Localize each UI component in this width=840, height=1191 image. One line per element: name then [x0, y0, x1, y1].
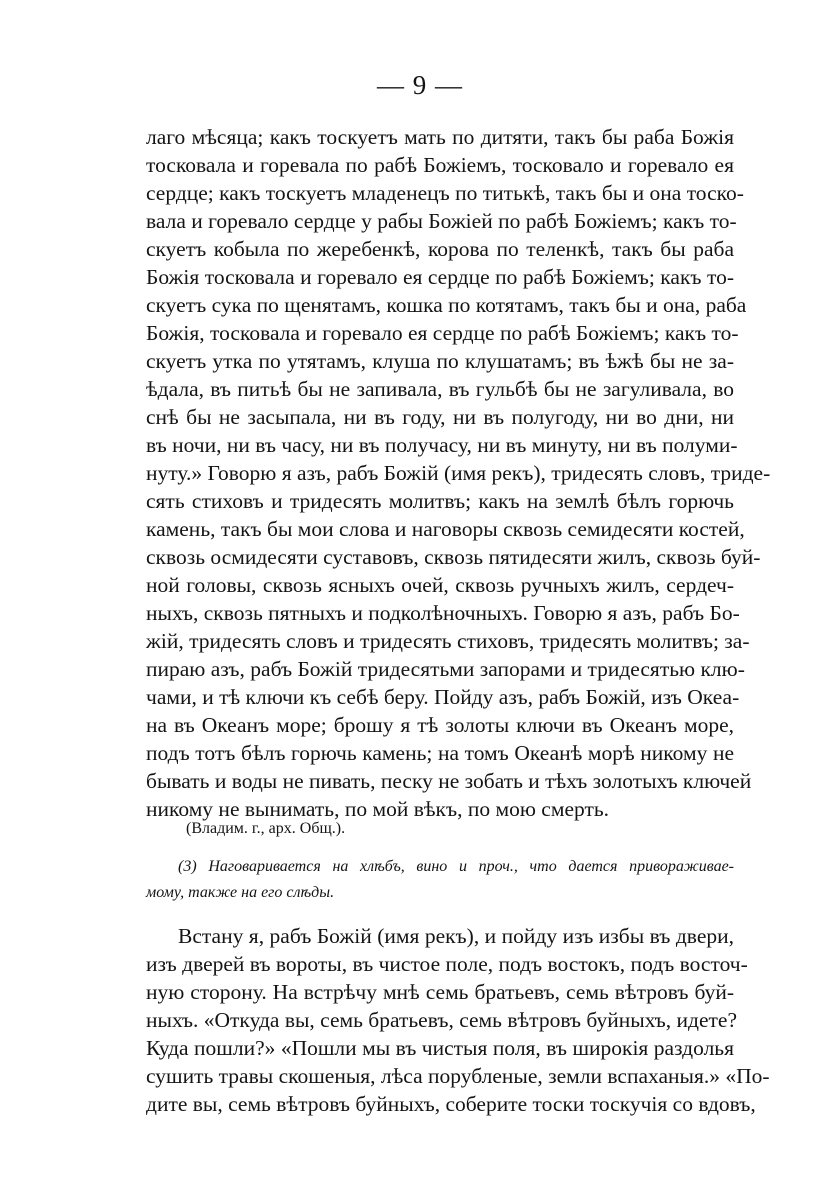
text-line: ной головы, сквозь ясныхъ очей, сквозь ручныхъ жилъ, сердеч- [146, 573, 734, 597]
text-line: въ ночи, ни въ часу, ни въ получасу, ни въ минуту, ни въ полуми- [146, 433, 738, 457]
note-line: (3) Наговаривается на хлѣбъ, вино и проч., что дается привораживае- [178, 858, 734, 875]
text-line: вала и горевало сердце у рабы Божіей по рабѣ Божіемъ; какъ то- [146, 209, 737, 233]
text-line: Встану я, рабъ Божій (имя рекъ), и пойду изъ избы въ двери, [178, 924, 734, 948]
page-number: — 9 — [377, 70, 463, 100]
text-line: изъ дверей въ вороты, въ чистое поле, подъ востокъ, подъ восточ- [146, 952, 748, 976]
text-line: бывать и воды не пивать, песку не зобать и тѣхъ золотыхъ ключей [146, 769, 752, 793]
text-line: подъ тотъ бѣлъ горючь камень; на томъ Океанѣ морѣ никому не [146, 741, 734, 765]
text-line: ѣдала, въ питьѣ бы не запивала, въ гульбѣ бы не загуливала, во [146, 377, 734, 401]
text-line: чами, и тѣ ключи къ себѣ беру. Пойду азъ, рабъ Божій, изъ Океа- [146, 685, 740, 709]
text-line: тосковала и горевала по рабѣ Божіемъ, тосковало и горевало ея [146, 153, 734, 177]
text-line: Божія, тосковала и горевало ея сердце по рабѣ Божіемъ; какъ то- [146, 321, 739, 345]
text-line: сушить травы скошеныя, лѣса порубленые, земли вспаханыя.» «По- [146, 1064, 770, 1088]
text-line: камень, такъ бы мои слова и наговоры сквозь семидесяти костей, [146, 517, 745, 541]
text-line: на въ Океанъ море; брошу я тѣ золоты ключи въ Океанъ море, [146, 713, 734, 737]
text-line: лаго мѣсяца; какъ тоскуетъ мать по дитяти, такъ бы раба Божія [146, 125, 734, 149]
text-line: снѣ бы не засыпала, ни въ году, ни въ полугоду, ни во дни, ни [146, 405, 734, 429]
text-line: скуетъ кобыла по жеребенкѣ, корова по теленкѣ, такъ бы раба [146, 237, 734, 261]
text-line: нуту.» Говорю я азъ, рабъ Божій (имя рекъ), тридесять словъ, триде- [146, 461, 771, 485]
text-line: скуетъ утка по утятамъ, клуша по клушатамъ; въ ѣжѣ бы не за- [146, 349, 734, 373]
text-line: ную сторону. На встрѣчу мнѣ семь братьевъ, семь вѣтровъ буй- [146, 980, 734, 1004]
text-line: никому не вынимать, по мой вѣкъ, по мою смерть. [146, 797, 610, 821]
source-note: (Владим. г., арх. Общ.). [186, 820, 346, 837]
text-line: пираю азъ, рабъ Божій тридесятьми запорами и тридесятью клю- [146, 657, 745, 681]
text-line: ныхъ. «Откуда вы, семь братьевъ, семь вѣтровъ буйныхъ, идете? [146, 1008, 738, 1032]
text-line: скуетъ сука по щенятамъ, кошка по котятамъ, такъ бы и она, раба [146, 293, 747, 317]
text-line: сердце; какъ тоскуетъ младенецъ по титькѣ, такъ бы и она тоско- [146, 181, 744, 205]
text-line: ныхъ, сквозь пятныхъ и подколѣночныхъ. Говорю я азъ, рабъ Бо- [146, 601, 740, 625]
text-line: Божія тосковала и горевало ея сердце по рабѣ Божіемъ; какъ то- [146, 265, 734, 289]
text-line: сять стиховъ и тридесять молитвъ; какъ на землѣ бѣлъ горючь [146, 489, 734, 513]
text-line: Куда пошли?» «Пошли мы въ чистыя поля, въ широкія раздолья [146, 1036, 734, 1060]
text-line: жій, тридесять словъ и тридесять стиховъ, тридесять молитвъ; за- [146, 629, 750, 653]
note-line: мому, также на его слѣды. [146, 884, 335, 901]
text-line: сквозь осмидесяти суставовъ, сквозь пятидесяти жилъ, сквозь буй- [146, 545, 761, 569]
text-line: дите вы, семь вѣтровъ буйныхъ, соберите тоски тоскучія со вдовъ, [146, 1092, 756, 1116]
